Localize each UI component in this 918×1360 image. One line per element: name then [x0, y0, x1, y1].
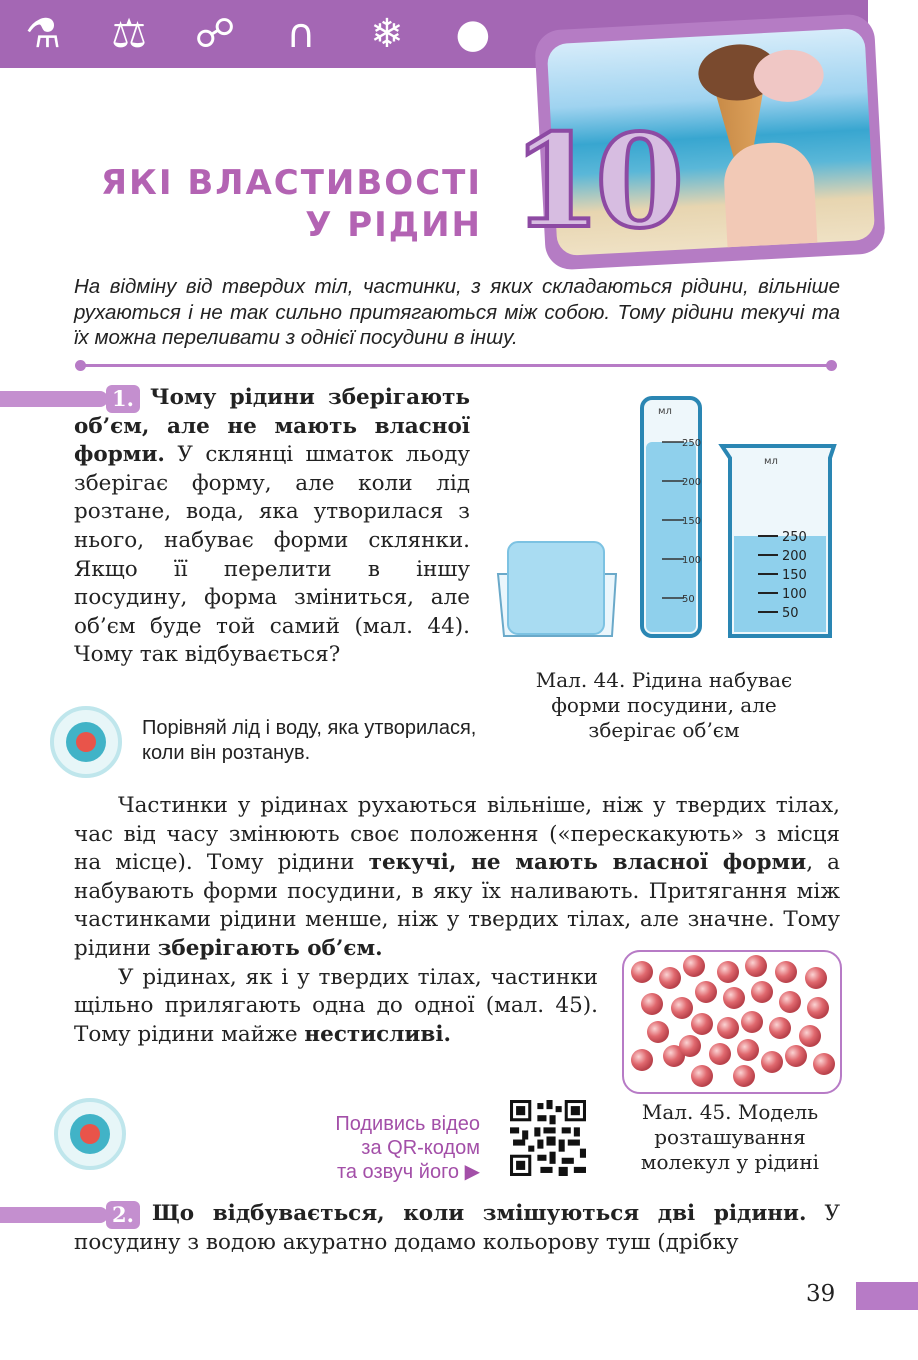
body-bold-run: нестисливі.	[304, 1021, 451, 1047]
molecule	[647, 1021, 669, 1043]
divider	[80, 364, 832, 367]
section-1-heading: Чому рідини зберігають об’єм, але не мають власної форми.	[74, 385, 470, 468]
divider-dot	[826, 360, 837, 371]
molecule	[805, 967, 827, 989]
body-text-run: У рідинах, як і у твердих тілах, частинки щільно прилягають одна до одної (мал. 45). Тому рідини майже	[74, 964, 598, 1047]
qr-hint-line: за QR-кодом	[361, 1137, 480, 1159]
molecule	[775, 961, 797, 983]
body-text-run: Частинки у рідинах рухаються вільніше, ніж у твердих тілах, час від часу змінюють своє положення («перескакують» з місця на місце). Тому рідини	[74, 793, 840, 876]
molecule	[695, 981, 717, 1003]
molecule	[737, 1039, 759, 1061]
molecule	[659, 967, 681, 989]
figure-44-caption: Мал. 44. Рідина набуває форми посудини, але зберігає об’єм	[535, 668, 793, 742]
cylinder-tick-label: 200	[682, 477, 702, 488]
body-paragraph-2	[74, 964, 598, 1050]
section-1-body: У склянці шматок льоду зберігає форму, але коли лід розтане, вода, яка утворилася з нього, набуває форми склянки. Якщо її перелити в іншу посудину, форма зміниться, але об’єм буде той самий (мал. 44). Чому так відбувається?	[74, 442, 470, 668]
beaker-tick-label: 50	[782, 606, 799, 621]
apple-icon	[76, 732, 96, 752]
page-corner-bar	[856, 1282, 918, 1310]
body-bold-run: текучі, не мають власної форми	[368, 850, 807, 876]
page-number: 39	[806, 1281, 836, 1307]
molecule	[691, 1013, 713, 1035]
beaker-water	[734, 536, 826, 632]
apple-icon: ●	[455, 11, 491, 57]
title-line-1: ЯКІ ВЛАСТИВОСТІ	[100, 163, 482, 203]
figure-45	[622, 950, 842, 1094]
figure-45-caption: Мал. 45. Модель розташування молекул у рідині	[640, 1100, 820, 1174]
molecule	[745, 955, 767, 977]
molecule	[799, 1025, 821, 1047]
beaker-unit: мл	[764, 456, 778, 467]
scales-icon: ⚖	[111, 11, 147, 57]
cylinder-tick-label: 250	[682, 438, 702, 449]
magnet-icon: ∩	[286, 11, 316, 57]
lesson-number: 10	[512, 107, 679, 257]
molecule	[709, 1043, 731, 1065]
qr-hint-text	[290, 1112, 480, 1184]
body-paragraph-1	[74, 792, 840, 964]
beaker-tick-label: 250	[782, 530, 807, 545]
lesson-title	[101, 162, 482, 246]
section-2-text	[74, 1200, 840, 1257]
molecule	[631, 961, 653, 983]
molecule	[807, 997, 829, 1019]
molecule	[813, 1053, 835, 1075]
molecule	[641, 993, 663, 1015]
molecule	[723, 987, 745, 1009]
beaker-tick-label: 100	[782, 587, 807, 602]
body-bold-run: зберігають об’єм.	[157, 935, 383, 961]
hand-shape	[722, 141, 818, 256]
divider-dot	[75, 360, 86, 371]
molecule	[679, 1035, 701, 1057]
flask-icon: ⚗	[25, 11, 61, 57]
molecule	[717, 961, 739, 983]
molecule	[691, 1065, 713, 1087]
molecule	[631, 1049, 653, 1071]
cylinder-tick-label: 150	[682, 516, 702, 527]
qr-hint-line: Подивись відео	[335, 1113, 480, 1135]
cylinder-tick-label: 50	[682, 594, 695, 605]
molecule	[751, 981, 773, 1003]
subject-icons	[12, 8, 504, 60]
cylinder-tick-label: 100	[682, 555, 702, 566]
section-1-text	[74, 384, 470, 670]
ice-cube	[508, 542, 604, 634]
molecule-group	[631, 955, 835, 1087]
cylinder-unit: мл	[658, 406, 672, 417]
hint-icon	[50, 706, 122, 778]
molecule	[733, 1065, 755, 1087]
intro-text: На відміну від твердих тіл, частинки, з яких складаються рідини, вільніше рухаються і не так сильно притягаються між собою. Тому рідини текучі та їх можна переливати з однієї посудини в іншу.	[74, 275, 840, 349]
molecule	[717, 1017, 739, 1039]
body-text-run: , а набувають форми посудини, в яку їх наливають. Притягання між частинками рідини менше, ніж у твердих тілах, але значне. Тому рідини	[74, 850, 840, 961]
figure-44	[496, 392, 840, 644]
title-line-2: У РІДИН	[305, 205, 482, 245]
qr-code[interactable]	[510, 1100, 586, 1176]
hint-text: Порівняй лід і воду, яка утворилася, коли він розтанув.	[142, 717, 477, 764]
section-number: 2.	[106, 1201, 140, 1229]
molecule	[779, 991, 801, 1013]
molecule	[671, 997, 693, 1019]
molecule	[761, 1051, 783, 1073]
beaker-tick-label: 150	[782, 568, 807, 583]
hint-icon	[54, 1098, 126, 1170]
molecule	[769, 1017, 791, 1039]
section-2-heading: Що відбувається, коли змішуються дві рідини.	[152, 1201, 807, 1226]
qr-hint-line[interactable]: та озвуч його ▶	[336, 1161, 480, 1183]
molecule-icon: ☍	[194, 11, 236, 57]
section-number: 1.	[106, 385, 140, 413]
section-2-body: У посудину з водою акуратно додамо кольорову туш (дрібку	[74, 1201, 840, 1255]
molecule	[741, 1011, 763, 1033]
molecule	[683, 955, 705, 977]
snowflake-icon: ❄	[370, 11, 404, 57]
apple-icon	[80, 1124, 100, 1144]
beaker-tick-label: 200	[782, 549, 807, 564]
molecule	[785, 1045, 807, 1067]
